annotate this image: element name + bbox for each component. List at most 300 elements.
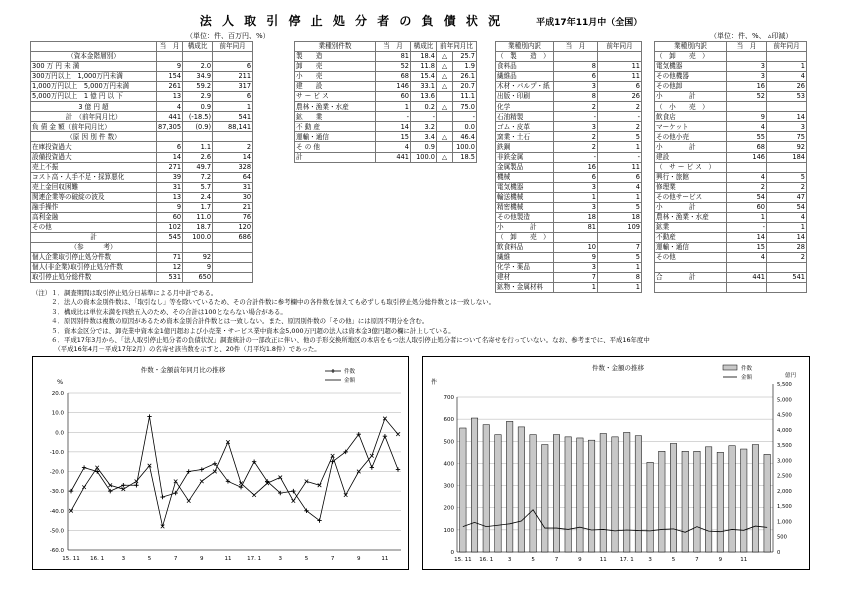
table-cell: （ 製 造 ） [496,52,554,62]
table-cell [213,263,253,273]
table-cell: 1.7 [183,202,213,212]
table-cell: 54 [767,202,807,212]
table-cell: 6 [213,92,253,102]
table-row [295,122,477,132]
table-cell: 化学 [496,102,554,112]
table-cell: △ [437,102,453,112]
table-cell: 6 [157,142,183,152]
table-cell: 高利金融 [31,212,157,222]
bar [588,440,594,552]
table-cell: 融手操作 [31,202,157,212]
table-row [496,172,642,182]
table-row [31,212,253,222]
table-row [496,82,642,92]
table-cell: 5 [767,172,807,182]
table-cell: 52 [727,92,767,102]
table-row [496,263,642,273]
table-cell: 建設 [655,152,727,162]
table-cell: 精密機械 [496,202,554,212]
table-row [655,252,807,262]
column-header: 当 月 [554,42,598,52]
count-amount-chart [422,356,810,570]
table-cell: 60 [727,202,767,212]
table-cell: ゴム・皮革 [496,122,554,132]
table-row [295,142,477,152]
table-cell: 不動産 [655,232,727,242]
table-cell [157,242,183,252]
y2-tick-label: 5,500 [777,382,792,388]
table-cell: - [598,152,642,162]
table-row [655,82,807,92]
table-cell: 109 [598,222,642,232]
y-tick-label: -50.0 [49,528,64,535]
notes [32,289,650,355]
table-row [496,102,642,112]
table-cell: - [554,112,598,122]
table-cell: 11.8 [411,62,437,72]
table-cell [183,52,213,62]
table-cell: 14 [767,232,807,242]
y-tick-label: 400 [443,461,454,468]
bar [741,449,747,552]
x-tick-label: 15. 11 [62,556,80,562]
table-cell: 75.0 [453,102,477,112]
table-cell: 6 [213,62,253,72]
bar [483,425,489,552]
data-point [396,432,400,436]
table-cell: 2 [554,142,598,152]
table-cell: 68 [727,142,767,152]
table-cell: 13 [157,92,183,102]
table-cell: 1 [598,142,642,152]
table-cell: 小 計 [655,142,727,152]
table-cell: 87,305 [158,122,182,131]
table-cell: 2.4 [183,192,213,202]
table-cell: 146 [727,152,767,162]
table-row [655,273,807,283]
table-cell: 21 [213,202,253,212]
table-cell: 33.1 [411,82,437,92]
industry-breakdown-table-a [495,41,642,293]
data-point [370,465,374,469]
data-point [82,485,86,489]
table-cell: 14 [767,112,807,122]
table-row [31,152,253,162]
capital-cause-table [30,41,253,283]
table-cell: 18.4 [411,52,437,62]
bar [717,452,723,552]
header [0,10,842,29]
table-cell: 3 [554,182,598,192]
table-cell: その他 [655,252,727,262]
y2-tick-label: 4,500 [777,412,792,419]
y2-tick-label: 500 [777,534,787,541]
table-row [655,112,807,122]
table-row [496,242,642,252]
table-cell [437,92,453,102]
table-cell: （ 卸 売 ） [655,52,727,62]
x-tick-label: 3 [648,557,652,563]
table-cell: 運輸・通信 [295,132,376,142]
table-cell: 52 [376,62,411,72]
table-cell: 60 [376,92,411,102]
table-row [496,52,642,62]
table-row [31,142,253,152]
table-row [655,202,807,212]
count-amount-chart-svg [423,357,809,569]
table-cell: そ の 他 [295,142,376,152]
table-row [496,273,642,283]
table-cell: 7.2 [183,172,213,182]
table-cell: 機械 [496,172,554,182]
table-cell: 300 万 円 未 満 [31,62,157,72]
table-cell: その他 [31,222,157,232]
x-tick-label: 9 [200,556,204,562]
x-tick-label: 9 [357,556,361,562]
legend-swatch [723,365,737,370]
table-cell: 54 [727,192,767,202]
table-cell: 15.4 [411,72,437,82]
series-line [71,419,398,527]
data-point [173,491,177,495]
table-cell [767,283,807,293]
y-axis-label: 件 [431,379,438,386]
table-cell: 鉄鋼 [496,142,554,152]
table-row [655,52,807,62]
table-cell: 金属製品 [496,162,554,172]
x-tick-label: 16. 1 [90,556,105,562]
table-row [295,132,477,142]
data-point [160,495,164,499]
table-row [496,122,642,132]
y2-axis-label: 億円 [785,373,797,379]
table-cell: その他機器 [655,72,727,82]
table-cell: 4 [767,212,807,222]
table-cell: 34.9 [183,72,213,82]
table-cell: 製 造 [295,52,376,62]
table-cell: 184 [767,152,807,162]
y-tick-label: -30.0 [49,489,64,496]
bar [542,445,548,552]
table-cell: 545 [157,232,183,242]
table-cell [727,52,767,62]
table-cell: 13.6 [411,92,437,102]
legend-label: 件数 [344,369,356,375]
table-row [295,62,477,72]
table-cell: 261 [157,82,183,92]
table-row [496,232,642,242]
table-cell: 25.7 [453,52,477,62]
table-row [31,263,253,273]
table-cell: 1 [598,283,642,293]
column-header [31,42,157,52]
y2-tick-label: 3,000 [777,458,792,465]
table-cell [598,52,642,62]
bar [729,446,735,552]
table-cell: 300万円以上 1,000万円未満 [31,72,157,82]
table-row [295,92,477,102]
table-cell [655,263,727,273]
table-cell: （ 卸 売 ） [496,232,554,242]
table-cell: 石油精製 [496,112,554,122]
table-cell: 2 [767,252,807,262]
column-header: 前年同月比 [437,42,477,52]
note-line: （平成16年4月－平成17年2月）の名寄せ該当数を示すと、20件（月平均1.8件）であった。 [32,345,321,354]
y2-tick-label: 5,000 [777,397,792,404]
bar [705,447,711,552]
data-point [291,489,295,493]
data-point [200,467,204,471]
table-cell: 650 [183,273,213,283]
bar [612,437,618,552]
table-cell: 関連企業等の破綻の波及 [31,192,157,202]
table-cell: 個人企業取引停止処分件数 [31,252,157,262]
table-cell: 59.2 [183,82,213,92]
y-tick-label: -60.0 [49,548,64,554]
table-cell: 15 [376,132,411,142]
x-tick-label: 9 [718,557,723,563]
y2-tick-label: 0 [777,550,781,556]
table-cell [213,52,253,62]
table-row [655,212,807,222]
table-cell: 計 [31,232,157,242]
x-tick-label: 3 [278,556,283,562]
table-row [655,192,807,202]
table-cell: 441 [157,112,183,122]
bar [460,428,466,552]
table-row [655,132,807,142]
x-tick-label: 7 [554,557,559,563]
table-cell [437,122,453,132]
table-cell: 9 [183,263,213,273]
y-tick-label: 0.0 [55,430,64,437]
table-cell: マーケット [655,122,727,132]
table-row [655,142,807,152]
table-cell: 鉱物・金属材料 [496,283,554,293]
table-cell: 売上不振 [31,162,157,172]
table-cell: 2 [554,132,598,142]
column-header: 業種別内訳 [655,42,727,52]
table-cell: （ サ ー ビ ス ） [655,162,727,172]
table-row [31,132,253,142]
data-point [370,454,374,458]
table-cell [183,242,213,252]
table-cell: 3 [554,122,598,132]
table-cell: 88,141 [213,122,253,132]
data-point [383,417,387,421]
bar [518,427,524,552]
table-row [496,192,642,202]
table-cell: 11.0 [183,212,213,222]
table-cell: 30 [213,192,253,202]
table-cell: 46.4 [453,132,477,142]
table-cell: 441 [727,273,767,283]
table-cell [767,52,807,62]
unit-left: （単位：件、百万円、%） [186,32,270,40]
table-cell [213,132,253,142]
table-cell: 7 [598,242,642,252]
table-cell: 211 [213,72,253,82]
table-cell [655,283,727,293]
data-point [187,499,191,503]
table-cell: 0.9 [183,102,213,112]
table-cell: 計 （前年同月比） [31,112,157,122]
table-cell: 興行・旅館 [655,172,727,182]
table-cell: 26.1 [453,72,477,82]
y-tick-label: -40.0 [49,508,64,515]
legend-label: 件数 [741,366,753,372]
table-row [295,152,477,162]
table-cell: 20.7 [453,82,477,92]
table-cell [437,142,453,152]
table-row [31,242,253,252]
table-row [496,142,642,152]
table-cell: 計 [295,152,376,162]
unit-right: （単位：件、%、 ▵印減） [710,32,793,40]
x-tick-label: 11 [740,557,748,563]
y-tick-label: 700 [443,395,454,401]
note-line: （注）１．調査期間は取引停止処分日基準による月中計である。 [32,289,218,297]
x-tick-label: 11 [381,556,389,562]
table-row [31,232,253,242]
table-cell: 繊維品 [496,72,554,82]
table-cell: 4 [767,72,807,82]
table-row [295,72,477,82]
table-cell: （原 因 別 件 数） [31,132,157,142]
x-tick-label: 17. 1 [247,556,262,562]
table-cell [554,232,598,242]
table-cell [213,242,253,252]
table-cell: （参 考） [31,242,157,252]
table-cell [727,283,767,293]
table-cell: 60 [157,212,183,222]
table-cell: △ [437,62,453,72]
data-point [383,434,387,438]
table-row [496,182,642,192]
table-cell: 146 [376,82,411,92]
table-row [31,162,253,172]
note-line: ２．法人の資本金別件数は、「取引なし」等を除いているため、その合計件数に参考欄中の各件数を加えても必ずしも取引停止処分総件数とは一致しない。 [32,298,496,307]
table-cell [727,162,767,172]
table-cell: 0.2 [411,102,437,112]
table-cell [213,273,253,283]
note-line: ３．構成比は単位未満を四捨五入のため、その合計は100とならない場合がある。 [32,307,287,316]
column-header: 前年同月 [213,42,253,52]
chart-title: 件数・金額前年同月比の推移 [140,366,226,374]
table-cell: 農林・漁業・水産 [295,102,376,112]
table-cell: 4 [376,142,411,152]
table-cell: 3.4 [411,132,437,142]
table-cell [727,263,767,273]
table-cell [767,102,807,112]
table-cell: 5 [598,252,642,262]
table-cell: 木材・パルプ・紙 [496,82,554,92]
table-row [655,182,807,192]
table-cell: 18.7 [183,222,213,232]
table-cell: 3.2 [411,122,437,132]
table-row [31,102,253,112]
table-cell: △ [437,152,453,162]
table-cell: 18 [598,212,642,222]
table-row [496,112,642,122]
table-cell: 317 [213,82,253,92]
table-cell: 68 [376,72,411,82]
table-cell: 5.7 [183,182,213,192]
data-point [108,489,112,493]
table-cell: 2.6 [183,152,213,162]
table-cell: 531 [157,273,183,283]
table-cell: 4 [727,122,767,132]
table-cell: 農林・漁業・水産 [655,212,727,222]
data-point [200,480,204,484]
table-header-row [31,42,253,52]
y2-tick-label: 2,000 [777,488,792,495]
x-tick-label: 5 [671,557,676,563]
table-cell: 鉱業 [655,222,727,232]
table-cell: 売上金回収困難 [31,182,157,192]
x-tick-label: 11 [599,557,607,563]
data-point [239,485,243,489]
table-cell: 26 [598,92,642,102]
table-cell [598,232,642,242]
table-cell: 飲食店 [655,112,727,122]
table-cell: その他製造 [496,212,554,222]
table-cell: 11 [598,72,642,82]
table-cell: 1 [213,102,253,112]
column-header: 前年同月 [598,42,642,52]
table-cell: 64 [213,172,253,182]
table-row [655,232,807,242]
table-cell: 設備投資過大 [31,152,157,162]
table-cell: 2.0 [183,62,213,72]
table-cell: 3 [727,72,767,82]
table-cell: 3 [727,62,767,72]
page-title: 法 人 取 引 停 止 処 分 者 の 負 債 状 況 [199,14,504,28]
bar [670,444,676,553]
data-point [82,465,86,469]
table-cell: 271 [157,162,183,172]
data-point [147,414,151,418]
table-row [496,72,642,82]
bar [530,435,536,552]
table-cell: - [554,152,598,162]
table-row [496,152,642,162]
table-row [31,72,253,82]
table-cell: 7 [554,273,598,283]
table-cell: 18 [554,212,598,222]
table-row [655,242,807,252]
table-cell: - [598,112,642,122]
table-row [655,122,807,132]
table-row [496,222,642,232]
table-cell: 1 [767,62,807,72]
table-row [31,192,253,202]
table-row [496,212,642,222]
table-cell: 18.5 [453,152,477,162]
table-row [655,283,807,293]
table-cell: 71 [157,252,183,262]
table-cell: △ [437,52,453,62]
table-cell: 在庫投資過大 [31,142,157,152]
y2-tick-label: 1,500 [777,504,792,511]
table-cell: 0.9 [411,142,437,152]
table-cell: 繊維 [496,252,554,262]
table-cell: △ [437,72,453,82]
table-cell: 3 [554,82,598,92]
table-cell [157,132,183,142]
y-tick-label: -20.0 [49,469,64,476]
table-cell: その他サービス [655,192,727,202]
